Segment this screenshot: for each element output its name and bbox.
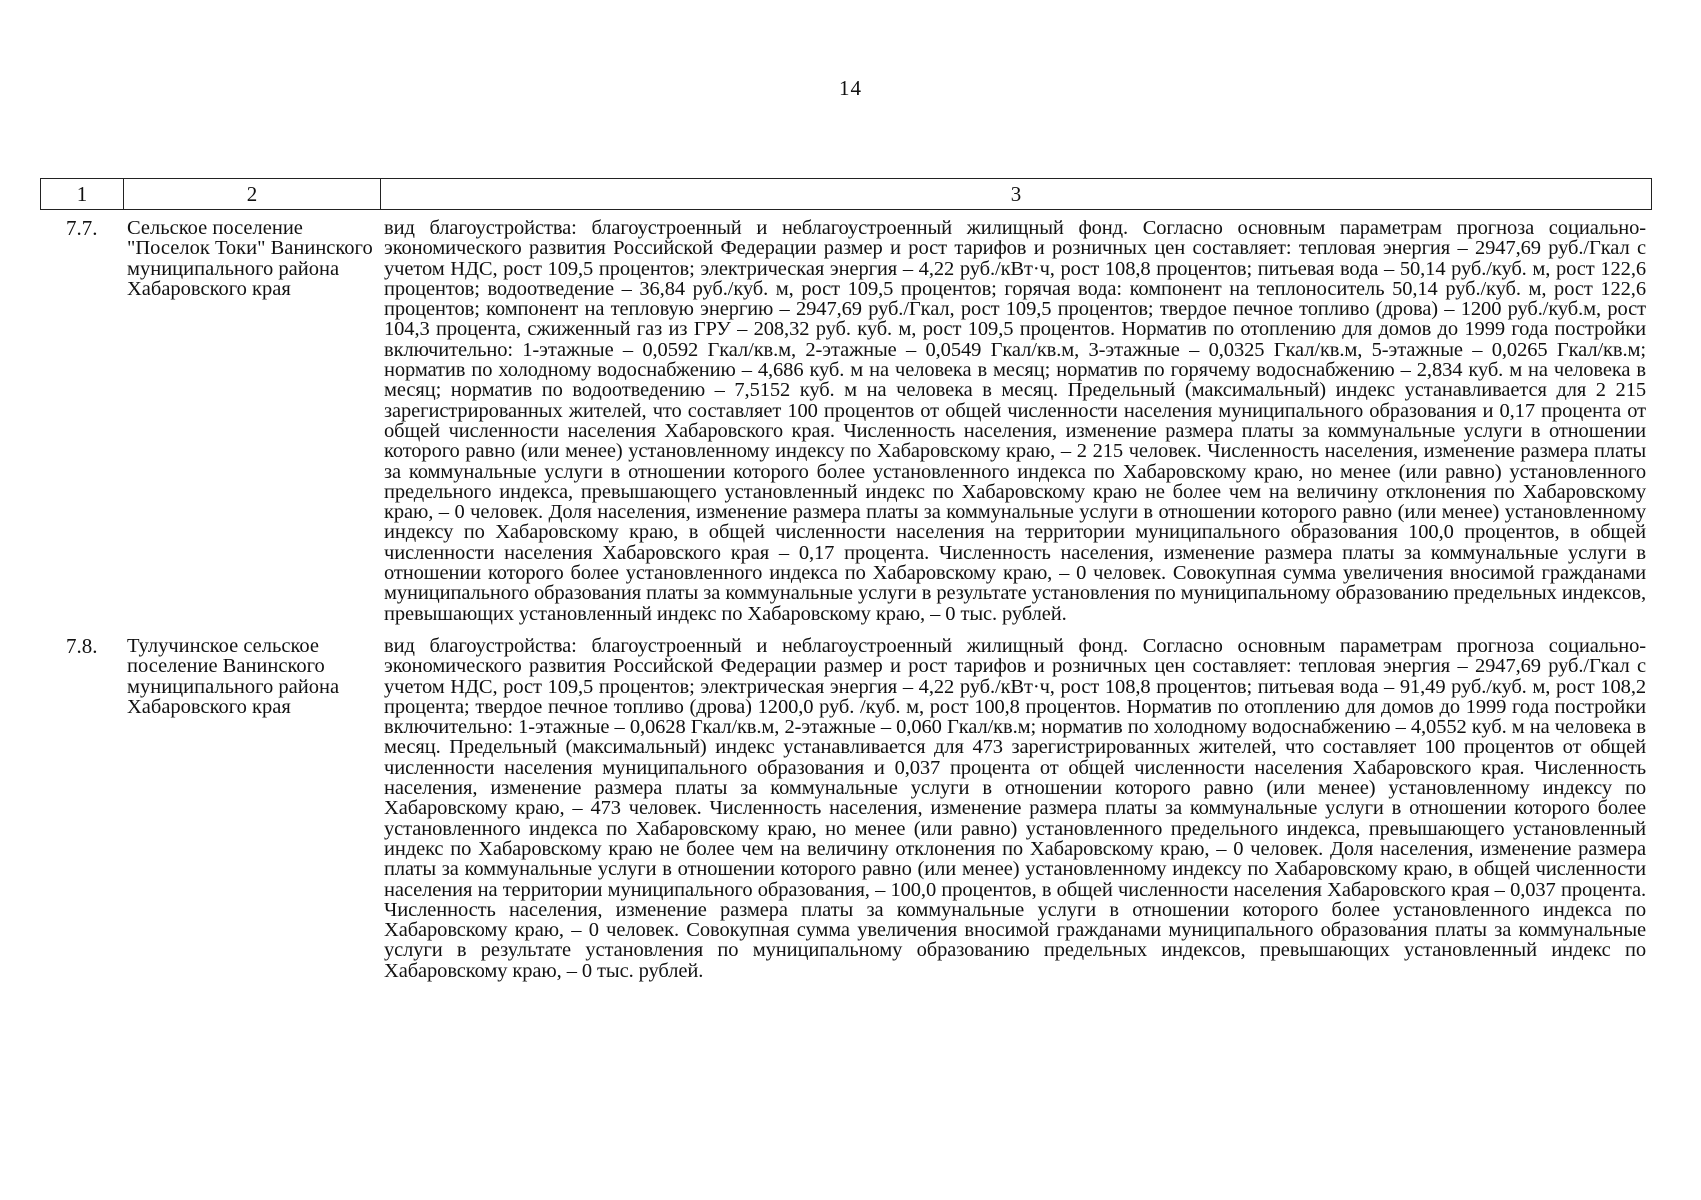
row-description: вид благоустройства: благоустроенный и неблагоустроенный жилищный фонд. Согласно основным параметрам прогноза социально-экономического развития Российской Федерации размер и рост тарифов и розничных цен составляет: тепловая энергия – 2947,69 руб./Гкал с учетом НДС, рост 109,5 процентов; электрическая энергия – 4,22 руб./кВт·ч, рост 108,8 процентов; питьевая вода – 50,14 руб./куб. м, рост 122,6 процентов; водоотведение – 36,84 руб./куб. м, рост 109,5 процентов; горячая вода: компонент на теплоноситель 50,14 руб./куб. м, рост 122,6 процентов; компонент на тепловую энергию – 2947,69 руб./Гкал, рост 109,5 процентов; твердое печное топливо (дрова) – 1200 руб./куб.м, рост 104,3 процента, сжиженный газ из ГРУ – 208,32 руб. куб. м, рост 109,5 процентов. Норматив по отоплению для домов до 1999 года постройки включительно: 1-этажные – 0,0592 Гкал/кв.м, 2-этажные – 0,0549 Гкал/кв.м, 3-этажные – 0,0325 Гкал/кв.м, 5-этажные – 0,0265 Гкал/кв.м; норматив по холодному водоснабжению – 4,686 куб. м на человека в месяц; норматив по горячему водоснабжению – 2,834 куб. м на человека в месяц; норматив по водоотведению – 7,5152 куб. м на человека в месяц. Предельный (максимальный) индекс устанавливается для 2 215 зарегистрированных жителей, что составляет 100 процентов от общей численности населения муниципального образования и 0,17 процента от общей численности населения Хабаровского края. Численность населения, изменение размера платы за коммунальные услуги в отношении которого равно (или менее) установленному индексу по Хабаровскому краю, – 2 215 человек. Численность населения, изменение размера платы за коммунальные услуги в отношении которого более установленного индекса по Хабаровскому краю, но менее (или равно) установленного предельного индекса, превышающего установленный индекс по Хабаровскому краю не более чем на величину отклонения по Хабаровскому краю, – 0 человек. Доля населения, изменение размера платы за коммунальные услуги в отношении которого равно (или менее) установленному индексу по Хабаровскому краю, в общей численности населения на территории муниципального образования 100,0 процентов, в общей численности населения Хабаровского края – 0,17 процента. Численность населения, изменение размера платы за коммунальные услуги в отношении которого более установленного индекса по Хабаровскому краю, – 0 человек. Совокупная сумма увеличения вносимой гражданами муниципального образования платы за коммунальные услуги в результате установления по муниципальному образованию предельных индексов, превышающих установленный индекс по Хабаровскому краю, – 0 тыс. рублей. — [384, 217, 1646, 625]
table-body — [40, 218, 1652, 981]
municipality-name: Сельское поселение "Поселок Токи" Ванинского муниципального района Хабаровского края — [127, 217, 373, 300]
table-row — [40, 636, 1652, 981]
row-description: вид благоустройства: благоустроенный и неблагоустроенный жилищный фонд. Согласно основным параметрам прогноза социально-экономического развития Российской Федерации размер и рост тарифов и розничных цен составляет: тепловая энергия – 2947,69 руб./Гкал с учетом НДС, рост 109,5 процентов; электрическая энергия – 4,22 руб./кВт·ч, рост 108,8 процентов; питьевая вода – 91,49 руб./куб. м, рост 108,2 процента; твердое печное топливо (дрова) 1200,0 руб. /куб. м, рост 100,8 процентов. Норматив по отоплению для домов до 1999 года постройки включительно: 1-этажные – 0,0628 Гкал/кв.м, 2-этажные – 0,060 Гкал/кв.м; норматив по холодному водоснабжению – 4,0552 куб. м на человека в месяц. Предельный (максимальный) индекс устанавливается для 473 зарегистрированных жителей, что составляет 100 процентов от общей численности населения муниципального образования и 0,037 процента от общей численности населения Хабаровского края. Численность населения, изменение размера платы за коммунальные услуги в отношении которого равно (или менее) установленному индексу по Хабаровскому краю, – 473 человек. Численность населения, изменение размера платы за коммунальные услуги в отношении которого более установленного индекса по Хабаровскому краю, но менее (или равно) установленного предельного индекса, превышающего установленный индекс по Хабаровскому краю не более чем на величину отклонения по Хабаровскому краю, – 0 человек. Доля населения, изменение размера платы за коммунальные услуги в отношении которого равно (или менее) установленному индексу по Хабаровскому краю, в общей численности населения на территории муниципального образования, – 100,0 процентов, в общей численности населения Хабаровского края – 0,037 процента. Численность населения, изменение размера платы за коммунальные услуги в отношении которого более установленного индекса по Хабаровскому краю, – 0 человек. Совокупная сумма увеличения вносимой гражданами муниципального образования платы за коммунальные услуги в результате установления по муниципальному образованию предельных индексов, превышающих установленный индекс по Хабаровскому краю, – 0 тыс. рублей. — [384, 634, 1646, 982]
row-number: 7.8. — [66, 633, 98, 658]
table-row — [40, 218, 1652, 636]
column-header-1: 1 — [41, 179, 124, 210]
column-header-2: 2 — [124, 179, 381, 210]
page-number: 14 — [839, 76, 862, 100]
row-number: 7.7. — [66, 216, 98, 240]
column-header-3: 3 — [381, 179, 1652, 210]
table-header — [40, 178, 1652, 210]
municipality-name: Тулучинское сельское поселение Ванинского муниципального района Хабаровского края — [127, 634, 340, 718]
table-header-row — [41, 179, 1652, 210]
